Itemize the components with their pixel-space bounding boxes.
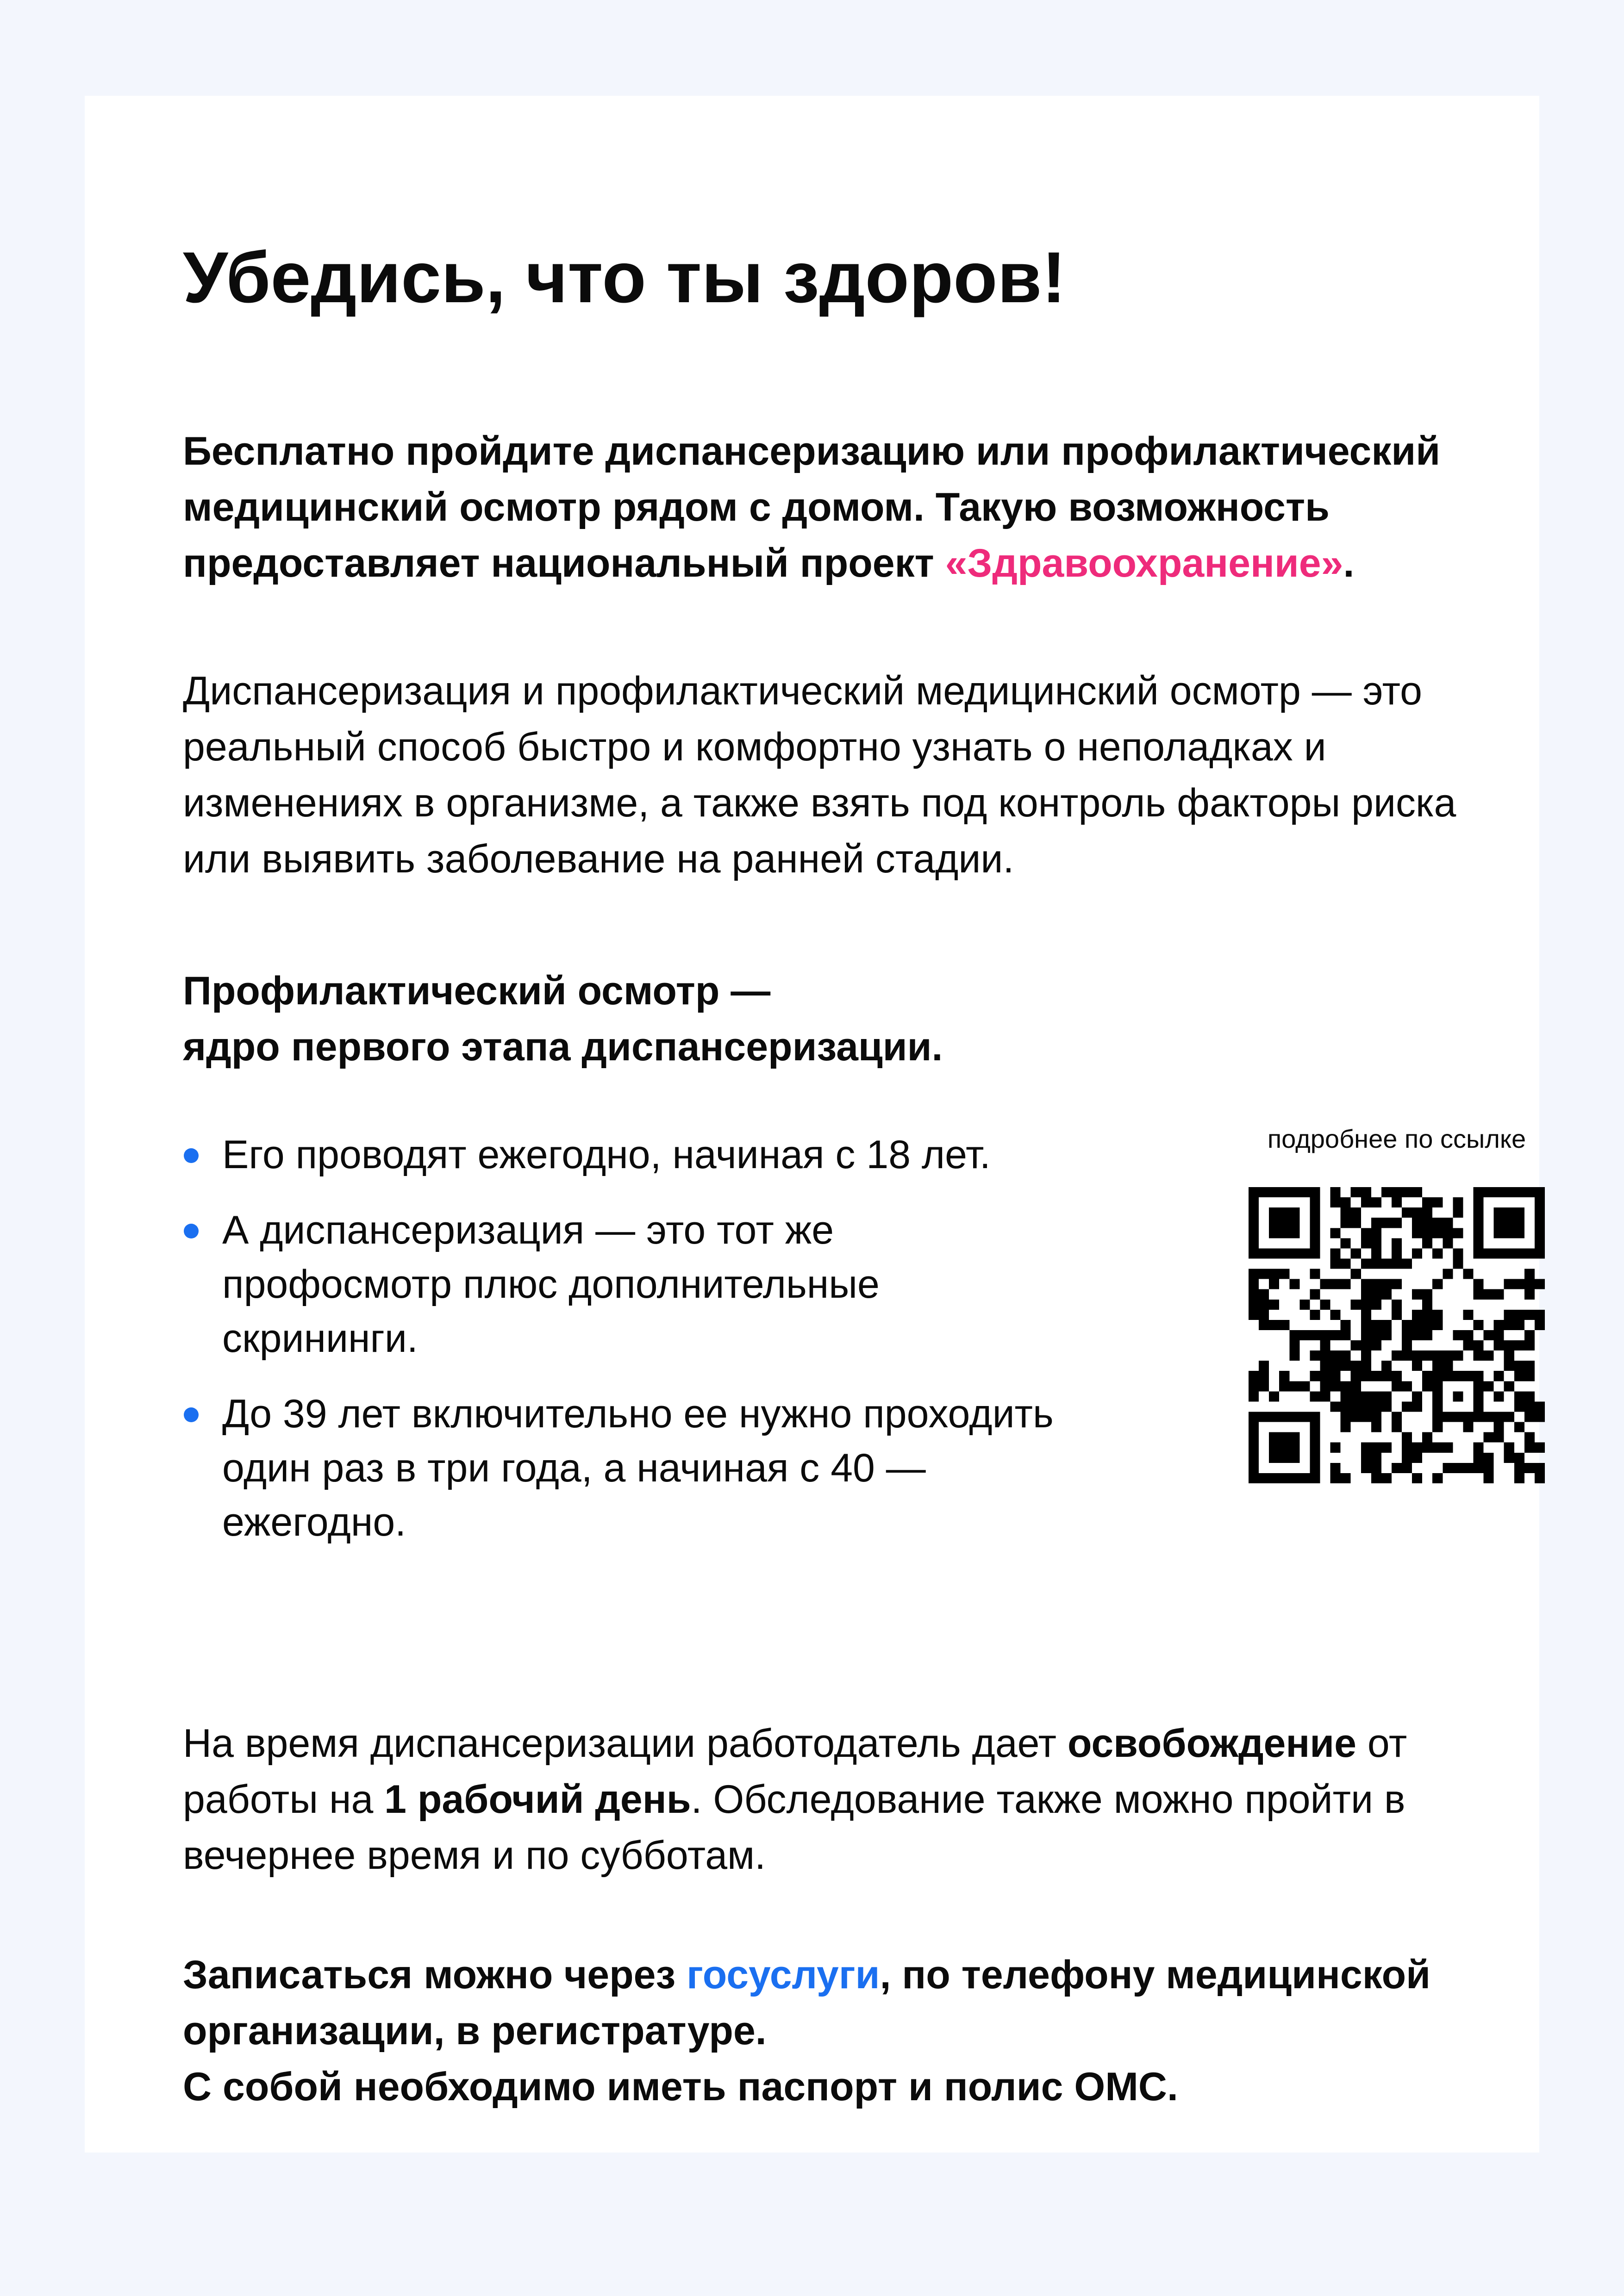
subheading-line-1: Профилактический осмотр — [183,969,771,1013]
gosuslugi-link[interactable]: госуслуги [687,1953,880,1997]
page-title: Убедись, что ты здоров! [183,237,1066,318]
work-text-3: . Обследование также можно пройти в вечернее время и по субботам. [183,1777,1405,1878]
signup-documents: С собой необходимо иметь паспорт и полис ОМС. [183,2065,1178,2109]
subheading-line-2: ядро первого этапа диспансеризации. [183,1025,943,1069]
qr-code-icon[interactable] [1249,1187,1545,1483]
list-item-text: Его проводят ежегодно, начиная с 18 лет. [222,1132,991,1177]
lead-text: Бесплатно пройдите диспансеризацию или профилактический медицинский осмотр рядом с домом. Такую возможность предоставляет национальный проект [183,429,1441,585]
list-item-text: До 39 лет включительно ее нужно проходить один раз в три года, а начиная с 40 — ежегодно. [222,1392,1054,1544]
bullet-dot-icon [184,1407,199,1422]
work-day-bold: 1 рабочий день [384,1777,691,1822]
lead-paragraph [183,423,1470,591]
signup-paragraph [183,1947,1479,2115]
work-text-1: На время диспансеризации работодатель дает [183,1721,1068,1766]
lead-text-end: . [1343,541,1355,585]
signup-suffix: , по телефону медицинской организации, в регистратуре. [183,1953,1431,2053]
list-item-text: А диспансеризация — это тот же профосмотр плюс дополнительные скрининги. [222,1208,880,1361]
bullet-dot-icon [184,1148,199,1163]
work-text-2: от работы на [183,1721,1407,1822]
qr-block [1244,1122,1549,1483]
intro-paragraph: Диспансеризация и профилактический медицинский осмотр — это реальный способ быстро и комфортно узнать о неполадках и изменениях в организме, а также взять под контроль факторы риска или выявить заболевание на ранней стадии. [183,669,1456,881]
list-item [183,1203,1062,1366]
work-release-paragraph [183,1716,1479,1884]
qr-caption: подробнее по ссылке [1267,1124,1526,1153]
bullet-dot-icon [184,1224,199,1238]
bullet-list [183,1128,1062,1571]
section-subheading [183,963,1294,1075]
work-release-bold: освобождение [1067,1721,1356,1766]
list-item [183,1387,1062,1549]
poster-card [85,96,1539,2153]
signup-prefix: Записаться можно через [183,1953,687,1997]
list-item [183,1128,1062,1182]
national-project-link[interactable]: «Здравоохранение» [945,541,1343,585]
